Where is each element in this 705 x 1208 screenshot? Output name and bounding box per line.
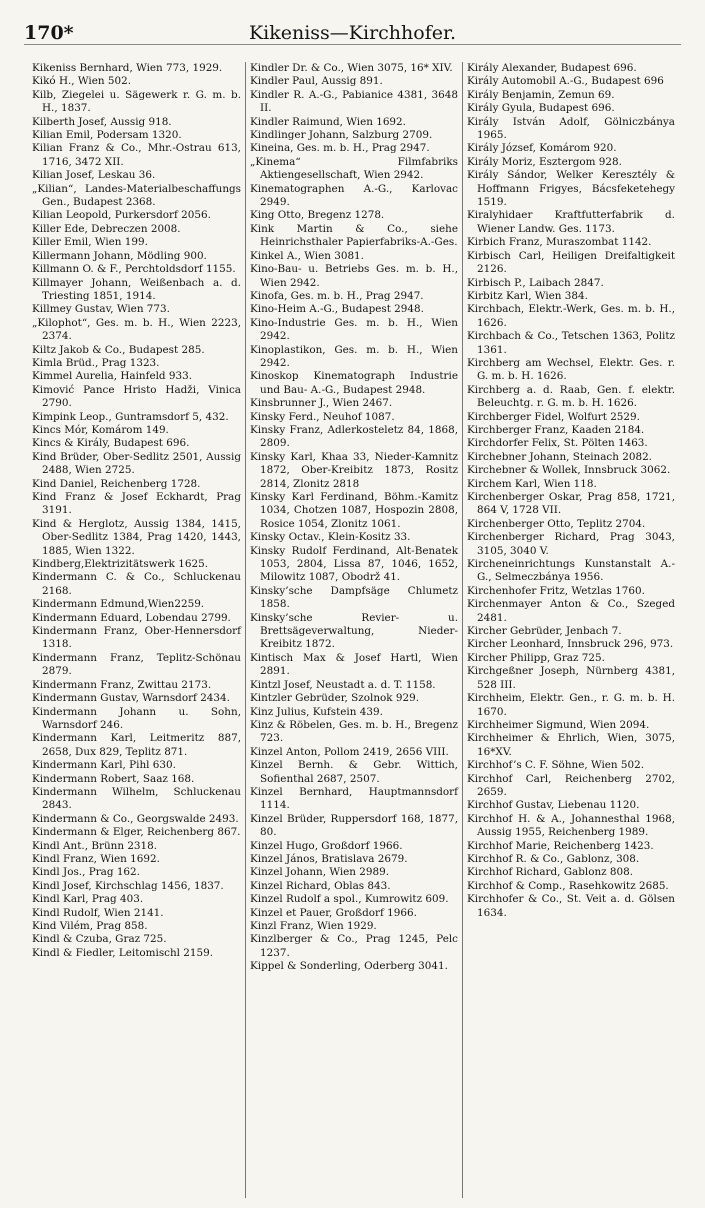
directory-entry: Kinsky Franz, Adlerkosteletz 84, 1868, 2809. (250, 423, 458, 450)
directory-entry: Kinematographen A.-G., Karlovac 2949. (250, 182, 458, 209)
directory-entry: Kircher Philipp, Graz 725. (467, 651, 605, 664)
directory-entry: Kinzel Bernh. & Gebr. Wittich, Sofienthal 2687, 2507. (250, 759, 458, 785)
directory-entry: Kindl Franz, Wien 1692. (32, 852, 160, 865)
directory-entry: Kinzel Brüder, Ruppersdorf 168, 1877, 80. (250, 812, 458, 839)
directory-entry: Kircheneinrichtungs Kunstanstalt A.-G., Selmeczbánya 1956. (467, 558, 675, 584)
directory-entry: Kirchhofer & Co., St. Veit a. d. Gölsen 1634. (467, 893, 675, 919)
directory-entry: Killmey Gustav, Wien 773. (32, 303, 170, 316)
directory-entry: Kirchhof Richard, Gablonz 808. (467, 866, 634, 879)
directory-entry: Kirbitz Karl, Wien 384. (467, 289, 588, 302)
directory-entry: „Kilian“, Landes-Materialbeschaffungs Gen., Budapest 2368. (32, 182, 241, 209)
directory-entry: Kinsky Ferd., Neuhof 1087. (250, 410, 395, 423)
directory-entry: Kinzel Johann, Wien 2989. (250, 866, 390, 879)
directory-entry: Kindermann Eduard, Lobendau 2799. (32, 611, 231, 624)
directory-entry: Kilian Franz & Co., Mhr.-Ostrau 613, 1716, 3472 XII. (32, 142, 241, 168)
directory-entry: „Kinema“ Filmfabriks Aktiengesellschaft, Wien 2942. (250, 155, 458, 182)
directory-entry: Kiltz Jakob & Co., Budapest 285. (32, 343, 205, 356)
directory-entry: Kirchenberger Otto, Teplitz 2704. (467, 517, 646, 530)
directory-entry: Kirchhof’s C. F. Söhne, Wien 502. (467, 759, 645, 772)
directory-entry: Kinsky’sche Dampfsäge Chlumetz 1858. (250, 584, 458, 611)
directory-entry: Kinzel Rudolf a spol., Kumrowitz 609. (250, 893, 449, 906)
directory-entry: Kino-Heim A.-G., Budapest 2948. (250, 303, 424, 316)
directory-entry: Kirchenmayer Anton & Co., Szeged 2481. (467, 598, 675, 624)
directory-entry: Kinzel Bernhard, Hauptmannsdorf 1114. (250, 785, 458, 812)
directory-entry: Kink Martin & Co., siehe Heinrichsthaler Papierfabriks-A.-Ges. (250, 222, 458, 249)
directory-entry: Kindler R. A.-G., Pabianice 4381, 3648 II. (250, 88, 458, 115)
directory-entry: Kirchhof Gustav, Liebenau 1120. (467, 799, 640, 812)
directory-entry: Kimmel Aurelia, Hainfeld 933. (32, 370, 193, 383)
directory-entry: Kindermann Franz, Teplitz-Schönau 2879. (32, 651, 241, 678)
directory-entry: Kirchenberger Oskar, Prag 858, 1721, 864 V, 1728 VII. (467, 491, 675, 517)
directory-entry: Kilian Leopold, Purkersdorf 2056. (32, 209, 211, 222)
directory-entry: Kirbisch P., Laibach 2847. (467, 276, 604, 289)
directory-entry: Killer Emil, Wien 199. (32, 236, 148, 249)
directory-entry: Kinoskop Kinematograph Industrie und Bau- A.-G., Budapest 2948. (250, 370, 458, 396)
directory-entry: Kiralyhidaer Kraftfutterfabrik d. Wiener Landw. Ges. 1173. (467, 209, 675, 235)
directory-entry: Király Sándor, Welker Keresztély & Hoffmann Frigyes, Bácsfeketehegy 1519. (467, 169, 675, 209)
directory-entry: Kirchbach, Elektr.-Werk, Ges. m. b. H., 1626. (467, 303, 675, 329)
directory-entry: Kirbisch Carl, Heiligen Dreifaltigkeit 2126. (467, 249, 675, 276)
directory-entry: Kincs & Király, Budapest 696. (32, 437, 190, 450)
directory-entry: Kirchberger Fidel, Wolfurt 2529. (467, 410, 640, 423)
directory-entry: Kinoplastikon, Ges. m. b. H., Wien 2942. (250, 343, 458, 369)
directory-entry: Kirchheim, Elektr. Gen., r. G. m. b. H. 1670. (467, 692, 675, 718)
directory-entry: Kindl Jos., Prag 162. (32, 866, 140, 879)
directory-entry: Kindermann Robert, Saaz 168. (32, 772, 195, 785)
directory-entry: Kinz Julius, Kufstein 439. (250, 705, 383, 718)
directory-entry: Kirchebner Johann, Steinach 2082. (467, 450, 652, 463)
directory-entry: Kirchhof Marie, Reichenberg 1423. (467, 839, 654, 852)
directory-entry: Kincs Mór, Komárom 149. (32, 423, 169, 436)
directory-entry: Kino-Industrie Ges. m. b. H., Wien 2942. (250, 316, 458, 343)
page-number: 170* (24, 22, 74, 44)
directory-entry: Kimović Pance Hristo Hadži, Vinica 2790. (32, 383, 241, 410)
directory-entry: Kindermann Franz, Ober-Hennersdorf 1318. (32, 625, 241, 651)
directory-entry: Király Alexander, Budapest 696. (467, 62, 637, 74)
directory-entry: Kinofa, Ges. m. b. H., Prag 2947. (250, 289, 424, 302)
directory-entry: Kirchenhofer Fritz, Wetzlas 1760. (467, 584, 645, 597)
directory-entry: Kirchhof & Comp., Rasehkowitz 2685. (467, 879, 669, 892)
directory-entry: Kineina, Ges. m. b. H., Prag 2947. (250, 142, 430, 155)
directory-entry: Kindl Ant., Brünn 2318. (32, 839, 158, 852)
directory-entry: Kikó H., Wien 502. (32, 75, 132, 88)
directory-entry: Kirchberger Franz, Kaaden 2184. (467, 423, 645, 436)
directory-entry: Kinsky Karl, Khaa 33, Nieder-Kamnitz 1872, Ober-Kreibitz 1873, Rositz 2814, Zlonitz 2818 (250, 450, 458, 490)
directory-entry: Kinzel Anton, Pollom 2419, 2656 VIII. (250, 745, 449, 758)
directory-entry: Killmayer Johann, Weißenbach a. d. Triesting 1851, 1914. (32, 276, 241, 302)
directory-entry: Kind Vilém, Prag 858. (32, 920, 148, 932)
directory-entry: Kirchbach & Co., Tetschen 1363, Politz 1361. (467, 330, 675, 356)
directory-entry: Kinzl Franz, Wien 1929. (250, 920, 377, 932)
directory-entry: Kino-Bau- u. Betriebs Ges. m. b. H., Wien 2942. (250, 263, 458, 289)
directory-entry: Kinkel A., Wien 3081. (250, 249, 364, 262)
directory-entry: Kind Franz & Josef Eckhardt, Prag 3191. (32, 491, 241, 517)
directory-columns (28, 62, 679, 1198)
directory-entry: Kind Daniel, Reichenberg 1728. (32, 477, 201, 490)
directory-entry: Kirchdorfer Felix, St. Pölten 1463. (467, 437, 648, 450)
directory-entry: Kirchberg a. d. Raab, Gen. f. elektr. Beleuchtg. r. G. m. b. H. 1626. (467, 383, 675, 410)
directory-entry: Kirchheimer & Ehrlich, Wien, 3075, 16*XV. (467, 732, 675, 758)
directory-entry: Kirchebner & Wollek, Innsbruck 3062. (467, 464, 671, 477)
directory-entry: Kirchberg am Wechsel, Elektr. Ges. r. G. m. b. H. 1626. (467, 356, 675, 383)
directory-entry: Kindler Paul, Aussig 891. (250, 75, 383, 88)
directory-entry: Kindler Raimund, Wien 1692. (250, 115, 406, 128)
directory-entry: Király Automobil A.-G., Budapest 696 (467, 75, 664, 88)
directory-entry: Kilian Josef, Leskau 36. (32, 169, 156, 182)
directory-entry: Kinsky Octav., Klein-Kositz 33. (250, 531, 411, 544)
directory-entry: Kirchhof Carl, Reichenberg 2702, 2659. (467, 772, 675, 798)
directory-entry: Kind Brüder, Ober-Sedlitz 2501, Aussig 2488, Wien 2725. (32, 450, 241, 477)
directory-entry: Kintzl Josef, Neustadt a. d. T. 1158. (250, 678, 436, 691)
page-header (24, 10, 681, 45)
directory-entry: Kircher Leonhard, Innsbruck 296, 973. (467, 638, 674, 651)
directory-entry: Kirchhof R. & Co., Gablonz, 308. (467, 852, 640, 865)
directory-entry: Kindermann Johann u. Sohn, Warnsdorf 246. (32, 705, 241, 731)
directory-entry: Kirchem Karl, Wien 118. (467, 477, 597, 490)
directory-entry: Kindermann Wilhelm, Schluckenau 2843. (32, 785, 241, 812)
directory-entry: Kirchenberger Richard, Prag 3043, 3105, 3040 V. (467, 531, 675, 557)
directory-entry: Kimla Brüd., Prag 1323. (32, 356, 160, 369)
directory-entry: Kindlinger Johann, Salzburg 2709. (250, 129, 433, 142)
directory-entry: Killmann O. & F., Perchtoldsdorf 1155. (32, 263, 236, 276)
directory-entry: Kindler Dr. & Co., Wien 3075, 16* XIV. (250, 62, 453, 74)
directory-entry: Kinsky Rudolf Ferdinand, Alt-Benatek 1053, 2804, Lissa 87, 1046, 1652, Milowitz 1087, Obodrž 41. (250, 544, 458, 584)
directory-entry: King Otto, Bregenz 1278. (250, 209, 385, 222)
directory-entry: Kindermann & Elger, Reichenberg 867. (32, 826, 241, 839)
directory-entry: Kindl Josef, Kirchschlag 1456, 1837. (32, 879, 224, 892)
directory-entry: Kilb, Ziegelei u. Sägewerk r. G. m. b. H., 1837. (32, 88, 241, 115)
running-head: Kikeniss—Kirchhofer. (248, 22, 457, 44)
directory-entry: Kindermann Karl, Leitmeritz 887, 2658, Dux 829, Teplitz 871. (32, 732, 241, 758)
directory-entry: Kindermann Gustav, Warnsdorf 2434. (32, 692, 230, 705)
directory-entry: Kimpink Leop., Guntramsdorf 5, 432. (32, 410, 229, 423)
directory-entry: Kind & Herglotz, Aussig 1384, 1415, Ober-Sedlitz 1384, Prag 1420, 1443, 1885, Wien 1322. (32, 517, 241, 557)
directory-entry: Kintzler Gebrüder, Szolnok 929. (250, 692, 420, 705)
directory-entry: Killermann Johann, Mödling 900. (32, 249, 207, 262)
directory-entry: Kinzel et Pauer, Großdorf 1966. (250, 906, 417, 919)
column-1 (28, 62, 245, 1198)
directory-entry: Kintisch Max & Josef Hartl, Wien 2891. (250, 651, 458, 678)
directory-entry: Kilian Emil, Podersam 1320. (32, 129, 182, 142)
directory-entry: Kindl Karl, Prag 403. (32, 893, 144, 906)
directory-entry: Kindermann Edmund,Wien2259. (32, 598, 205, 611)
directory-entry: Kinzel Richard, Oblas 843. (250, 879, 391, 892)
directory-entry: Kinsbrunner J., Wien 2467. (250, 397, 393, 410)
directory-entry: Kinzlberger & Co., Prag 1245, Pelc 1237. (250, 933, 458, 959)
directory-entry: Kindermann C. & Co., Schluckenau 2168. (32, 571, 241, 597)
directory-entry: Kirbich Franz, Muraszombat 1142. (467, 236, 652, 249)
column-2 (245, 62, 462, 1198)
directory-entry: Kippel & Sonderling, Oderberg 3041. (250, 960, 448, 973)
directory-entry: Kindermann Franz, Zwittau 2173. (32, 678, 212, 691)
directory-entry: Kindermann & Co., Georgswalde 2493. (32, 812, 239, 825)
directory-entry: „Kilophot“, Ges. m. b. H., Wien 2223, 2374. (32, 316, 241, 343)
directory-entry: Kikeniss Bernhard, Wien 773, 1929. (32, 62, 223, 74)
directory-entry: Kinsky Karl Ferdinand, Böhm.-Kamitz 1034, Chotzen 1087, Hospozin 2808, Rosice 1054, Zlonitz 1061. (250, 491, 458, 530)
directory-entry: Kindl & Czuba, Graz 725. (32, 933, 167, 946)
directory-entry: Kircher Gebrüder, Jenbach 7. (467, 625, 622, 638)
directory-entry: Kinzel Hugo, Großdorf 1966. (250, 839, 403, 852)
directory-entry: Kindl Rudolf, Wien 2141. (32, 906, 164, 919)
directory-entry: Kindberg,Elektrizitätswerk 1625. (32, 558, 209, 571)
directory-entry: Kinsky’sche Revier- u. Brettsägeverwaltung, Nieder-Kreibitz 1872. (250, 611, 458, 651)
directory-entry: Kirchheimer Sigmund, Wien 2094. (467, 718, 650, 731)
directory-entry: Kinzel János, Bratislava 2679. (250, 852, 408, 865)
directory-entry: Király Moriz, Esztergom 928. (467, 155, 622, 168)
directory-entry: Kirchhof H. & A., Johannesthal 1968, Aussig 1955, Reichenberg 1989. (467, 812, 675, 839)
directory-entry: Kindl & Fiedler, Leitomischl 2159. (32, 946, 214, 959)
directory-entry: Kilberth Josef, Aussig 918. (32, 115, 172, 128)
directory-entry: Killer Ede, Debreczen 2008. (32, 222, 181, 235)
column-3 (462, 62, 679, 1198)
directory-entry: Király István Adolf, Gölniczbánya 1965. (467, 115, 675, 142)
directory-entry: Király Benjamin, Zemun 69. (467, 88, 615, 101)
directory-entry: Kindermann Karl, Pihl 630. (32, 759, 176, 772)
directory-entry: Kinz & Röbelen, Ges. m. b. H., Bregenz 723. (250, 718, 458, 745)
directory-entry: Király József, Komárom 920. (467, 142, 617, 155)
directory-entry: Kirchgeßner Joseph, Nürnberg 4381, 528 III. (467, 665, 675, 691)
directory-entry: Király Gyula, Budapest 696. (467, 102, 615, 115)
